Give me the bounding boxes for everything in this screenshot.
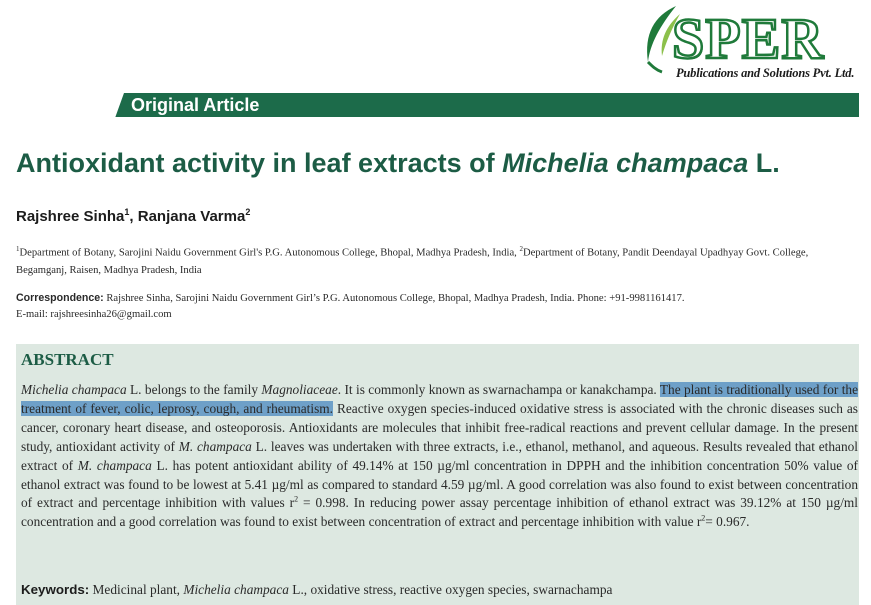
correspondence-text: Rajshree Sinha, Sarojini Naidu Government Girl’s P.G. Autonomous College, Bhopal, Madhya Pradesh, India. Phone: +91-9981161417. bbox=[103, 293, 685, 304]
affil-mark: 1 bbox=[16, 245, 20, 253]
correspondence bbox=[16, 290, 861, 323]
article-type-label: Original Article bbox=[131, 95, 260, 115]
highlighted-text[interactable]: The plant is traditionally used for the treatment of fever, colic, leprosy, cough, and rheumatism. bbox=[21, 382, 859, 416]
author-list bbox=[16, 207, 250, 225]
title-suffix: L. bbox=[748, 148, 780, 178]
abstract-text bbox=[21, 381, 858, 532]
correspondence-email: E-mail: rajshreesinha26@gmail.com bbox=[16, 309, 172, 320]
banner-cutout bbox=[16, 93, 124, 117]
title-species: Michelia champaca bbox=[502, 148, 749, 178]
logo-wordmark: SPER bbox=[672, 6, 825, 71]
abstract-fragment: = 0.998. In reducing power assay percentage inhibition of ethanol extract was 39.12% at 150 µg/ml concentration and a good correlation was found to exist between concentration of extract and percentage inhibition with value r bbox=[21, 495, 858, 530]
species-name: M. champaca bbox=[77, 457, 152, 473]
abstract-fragment: L. leaves was undertaken with three extracts, i.e., ethanol, methanol, and aqueous. Results revealed that ethanol extract of bbox=[21, 438, 858, 473]
superscript: 2 bbox=[701, 513, 706, 523]
abstract-fragment: . It is commonly known as swarnachampa or kanakchampa. bbox=[337, 382, 660, 397]
keywords bbox=[21, 582, 858, 598]
keywords-label: Keywords: bbox=[21, 582, 90, 597]
publisher-logo bbox=[640, 4, 860, 90]
species-name: M. champaca bbox=[178, 438, 252, 454]
logo-subtitle: Publications and Solutions Pvt. Ltd. bbox=[676, 66, 855, 80]
author-affil-mark: 1 bbox=[124, 207, 130, 217]
keywords-species: Michelia champaca bbox=[183, 582, 289, 597]
page-title bbox=[16, 146, 780, 180]
author-affil-mark: 2 bbox=[245, 207, 251, 217]
correspondence-label: Correspondence: bbox=[16, 292, 104, 304]
superscript: 2 bbox=[294, 495, 299, 504]
abstract-heading: ABSTRACT bbox=[21, 350, 114, 369]
author-name: Rajshree Sinha bbox=[16, 208, 125, 225]
affil-text: Department of Botany, Sarojini Naidu Government Girl's P.G. Autonomous College, Bhopal, Madhya Pradesh, India, bbox=[19, 247, 520, 259]
abstract-fragment: L. belongs to the family bbox=[126, 382, 262, 397]
title-prefix: Antioxidant activity in leaf extracts of bbox=[16, 148, 503, 178]
affiliations bbox=[16, 241, 861, 279]
keywords-text: L., oxidative stress, reactive oxygen species, swarnachampa bbox=[288, 582, 613, 597]
abstract-fragment: = 0.967. bbox=[705, 514, 750, 530]
affil-mark: 2 bbox=[519, 245, 523, 253]
affil-text: Department of Botany, Pandit Deendayal Upadhyay Govt. College, Begamganj, Raisen, Madhya Pradesh, India bbox=[16, 247, 809, 276]
author-separator: , bbox=[129, 208, 138, 225]
author-name: Ranjana Varma bbox=[137, 208, 246, 225]
family-name: Magnoliaceae bbox=[261, 382, 338, 397]
keywords-text: Medicinal plant, bbox=[89, 582, 184, 597]
abstract-fragment: L. has potent antioxidant ability of 49.14% at 150 µg/ml concentration in DPPH and the inhibition concentration 50% value of ethanol extract was found to be lowest at 5.41 µg/ml as compared to standard 4.59 µg/ml. A good correlation was also found to exist between concentration of extract and percentage inhibition with values r bbox=[21, 457, 858, 511]
species-name: Michelia champaca bbox=[21, 382, 127, 397]
abstract-fragment: Reactive oxygen species-induced oxidative stress is associated with the chronic diseases such as cancer, coronary heart disease, and osteoporosis. Antioxidants are molecules that inhibit free-radical reactions and prevent cellular damage. In the present study, antioxidant activity of bbox=[21, 400, 858, 454]
